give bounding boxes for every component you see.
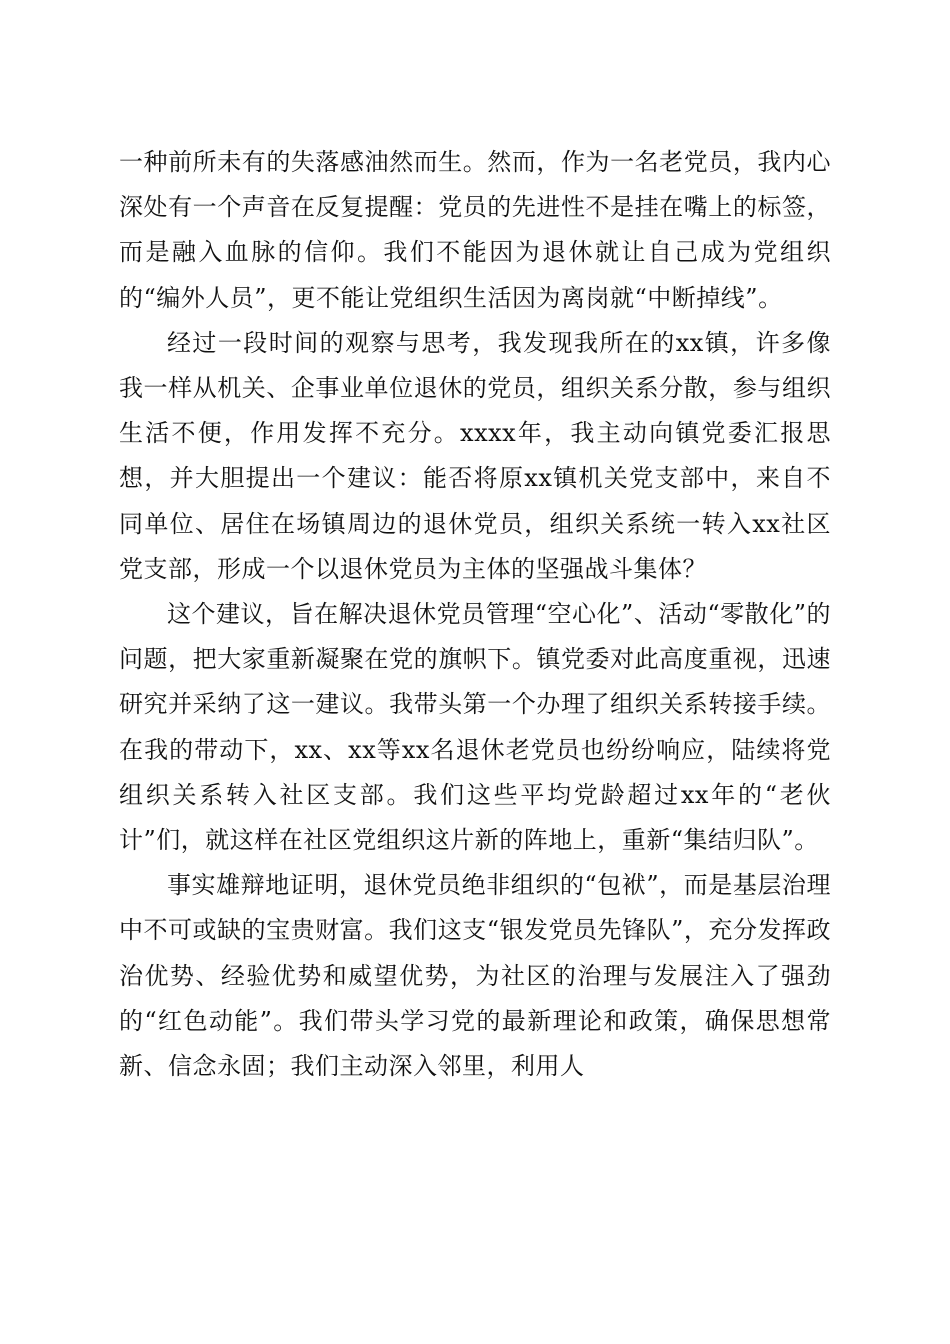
paragraph-3: 这个建议，旨在解决退休党员管理“空心化”、活动“零散化”的问题，把大家重新凝聚在党的旗帜下。镇党委对此高度重视，迅速研究并采纳了这一建议。我带头第一个办理了组织关系转接手续。在我的带动下，xx、xx等xx名退休老党员也纷纷响应，陆续将党组织关系转入社区支部。我们这些平均党龄超过xx年的“老伙计”们，就这样在社区党组织这片新的阵地上，重新“集结归队”。 [119,600,831,855]
paragraph-4: 事实雄辩地证明，退休党员绝非组织的“包袱”，而是基层治理中不可或缺的宝贵财富。我们这支“银发党员先锋队”，充分发挥政治优势、经验优势和威望优势，为社区的治理与发展注入了强劲的“红色动能”。我们带头学习党的最新理论和政策，确保思想常新、信念永固；我们主动深入邻里，利用人 [119,871,831,1081]
paragraph-2: 经过一段时间的观察与思考，我发现我所在的xx镇，许多像我一样从机关、企事业单位退休的党员，组织关系分散，参与组织生活不便，作用发挥不充分。xxxx年，我主动向镇党委汇报思想，并大胆提出一个建议：能否将原xx镇机关党支部中，来自不同单位、居住在场镇周边的退休党员，组织关系统一转入xx社区党支部，形成一个以退休党员为主体的坚强战斗集体？ [119,328,831,583]
document-body [119,140,831,1089]
paragraph-1: 一种前所未有的失落感油然而生。然而，作为一名老党员，我内心深处有一个声音在反复提醒：党员的先进性不是挂在嘴上的标签，而是融入血脉的信仰。我们不能因为退休就让自己成为党组织的“编外人员”，更不能让党组织生活因为离岗就“中断掉线”。 [119,148,831,312]
